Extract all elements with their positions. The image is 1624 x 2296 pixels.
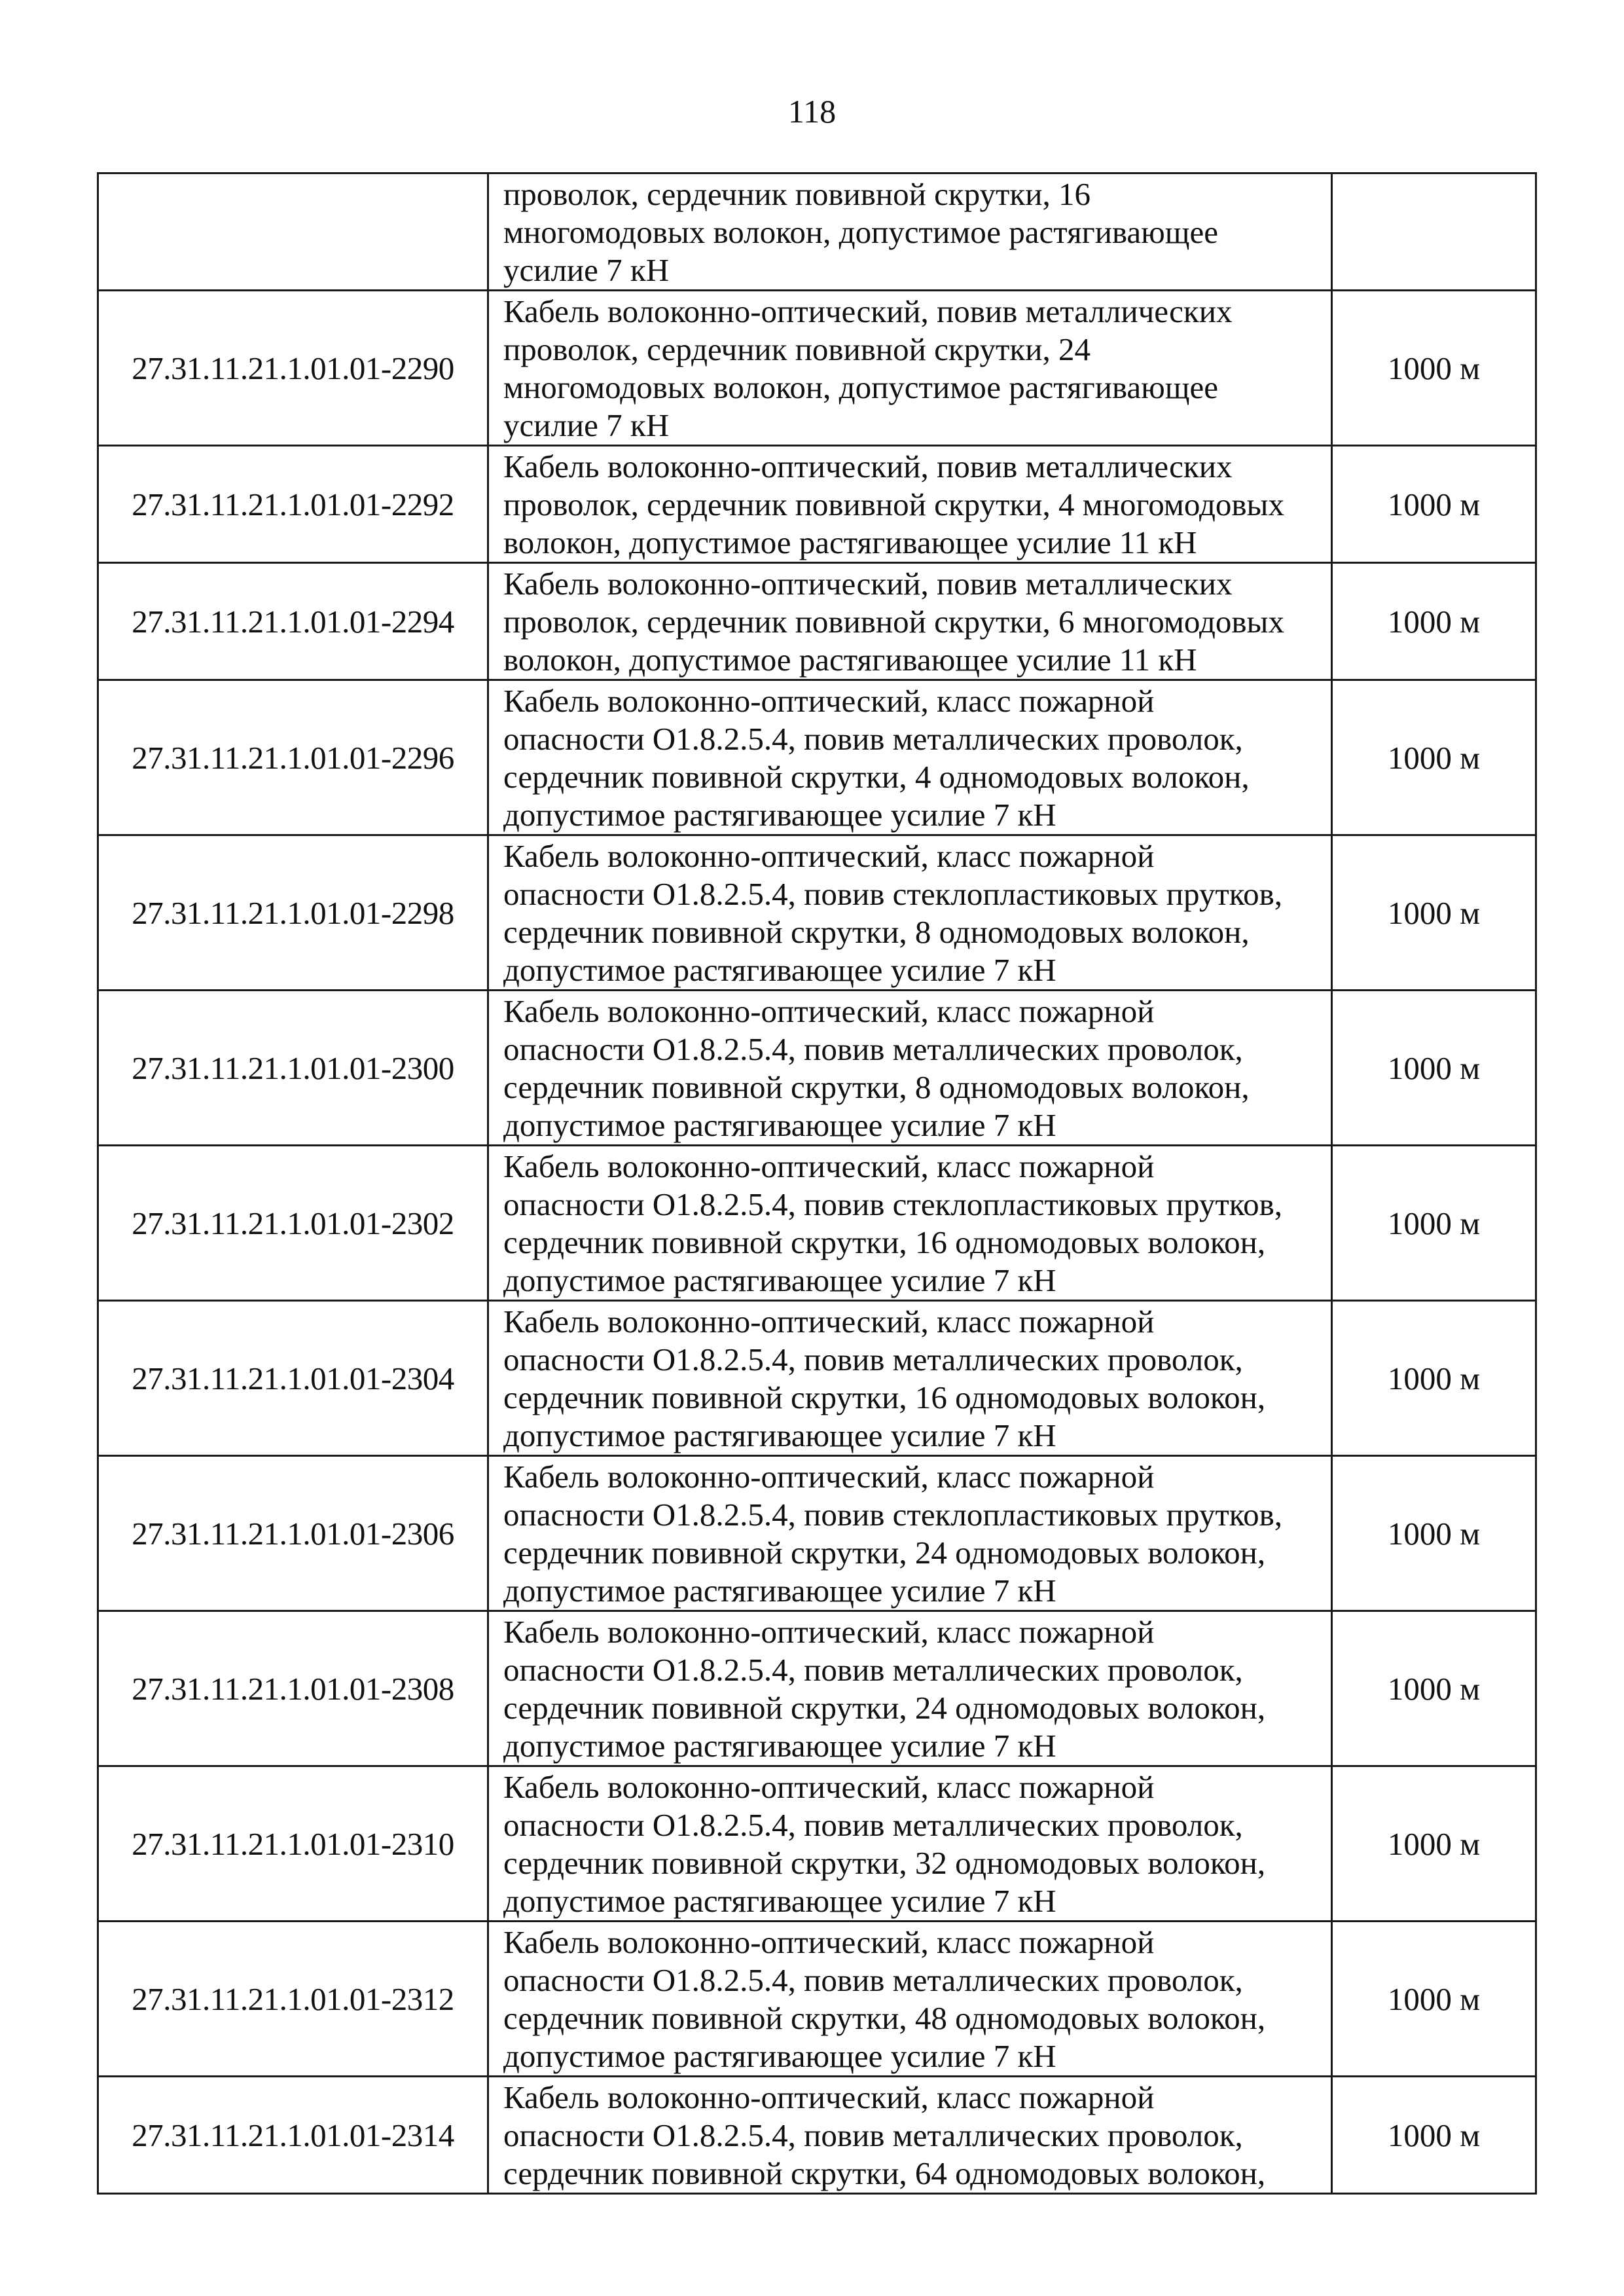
description-line: Кабель волоконно-оптический, повив металлических xyxy=(503,448,1233,484)
description-line: Кабель волоконно-оптический, класс пожарной xyxy=(503,1769,1155,1805)
table-row xyxy=(98,291,1536,446)
description-cell xyxy=(488,1456,1332,1611)
description-line: допустимое растягивающее усилие 7 кН xyxy=(503,1728,1056,1764)
code-cell: 27.31.11.21.1.01.01-2296 xyxy=(98,680,488,835)
table-row xyxy=(98,1146,1536,1301)
description-line: сердечник повивной скрутки, 64 одномодовых волокон, xyxy=(503,2155,1266,2191)
description-line: опасности О1.8.2.5.4, повив стеклопластиковых прутков, xyxy=(503,1497,1282,1533)
code-cell: 27.31.11.21.1.01.01-2302 xyxy=(98,1146,488,1301)
unit-cell: 1000 м xyxy=(1332,1766,1536,1922)
unit-cell: 1000 м xyxy=(1332,291,1536,446)
description-line: опасности О1.8.2.5.4, повив стеклопластиковых прутков, xyxy=(503,876,1282,912)
table-row xyxy=(98,173,1536,291)
table-row xyxy=(98,1611,1536,1766)
description-line: опасности О1.8.2.5.4, повив металлических проволок, xyxy=(503,721,1243,757)
code-cell: 27.31.11.21.1.01.01-2304 xyxy=(98,1301,488,1456)
code-cell: 27.31.11.21.1.01.01-2298 xyxy=(98,835,488,991)
code-cell xyxy=(98,173,488,291)
description-line: Кабель волоконно-оптический, повив металлических xyxy=(503,293,1233,329)
description-line: опасности О1.8.2.5.4, повив металлических проволок, xyxy=(503,1341,1243,1377)
description-line: Кабель волоконно-оптический, класс пожарной xyxy=(503,1303,1155,1339)
description-line: проволок, сердечник повивной скрутки, 16 xyxy=(503,176,1091,212)
unit-cell: 1000 м xyxy=(1332,680,1536,835)
code-cell: 27.31.11.21.1.01.01-2292 xyxy=(98,446,488,563)
description-line: опасности О1.8.2.5.4, повив металлических проволок, xyxy=(503,2117,1243,2153)
code-cell: 27.31.11.21.1.01.01-2306 xyxy=(98,1456,488,1611)
description-line: допустимое растягивающее усилие 7 кН xyxy=(503,1417,1056,1453)
code-cell: 27.31.11.21.1.01.01-2312 xyxy=(98,1922,488,2077)
code-cell: 27.31.11.21.1.01.01-2314 xyxy=(98,2077,488,2194)
description-line: допустимое растягивающее усилие 7 кН xyxy=(503,1262,1056,1298)
description-line: Кабель волоконно-оптический, класс пожарной xyxy=(503,2079,1155,2115)
table-row xyxy=(98,991,1536,1146)
table-row xyxy=(98,1456,1536,1611)
description-cell xyxy=(488,991,1332,1146)
description-line: сердечник повивной скрутки, 4 одномодовых волокон, xyxy=(503,759,1250,795)
description-line: опасности О1.8.2.5.4, повив металлических проволок, xyxy=(503,1652,1243,1688)
unit-cell: 1000 м xyxy=(1332,1146,1536,1301)
unit-cell xyxy=(1332,173,1536,291)
description-line: опасности О1.8.2.5.4, повив металлических проволок, xyxy=(503,1031,1243,1067)
description-line: Кабель волоконно-оптический, класс пожарной xyxy=(503,1459,1155,1495)
description-line: усилие 7 кН xyxy=(503,407,670,443)
description-line: сердечник повивной скрутки, 24 одномодовых волокон, xyxy=(503,1535,1266,1571)
description-cell xyxy=(488,291,1332,446)
table-row xyxy=(98,1922,1536,2077)
table-row xyxy=(98,680,1536,835)
description-line: сердечник повивной скрутки, 16 одномодовых волокон, xyxy=(503,1379,1266,1415)
description-line: проволок, сердечник повивной скрутки, 24 xyxy=(503,331,1091,367)
unit-cell: 1000 м xyxy=(1332,1922,1536,2077)
description-line: проволок, сердечник повивной скрутки, 4 многомодовых xyxy=(503,486,1284,522)
code-cell: 27.31.11.21.1.01.01-2300 xyxy=(98,991,488,1146)
description-line: Кабель волоконно-оптический, класс пожарной xyxy=(503,1924,1155,1960)
unit-cell: 1000 м xyxy=(1332,1301,1536,1456)
unit-cell: 1000 м xyxy=(1332,446,1536,563)
description-line: сердечник повивной скрутки, 24 одномодовых волокон, xyxy=(503,1690,1266,1726)
description-cell xyxy=(488,1146,1332,1301)
table-row xyxy=(98,2077,1536,2194)
description-line: Кабель волоконно-оптический, класс пожарной xyxy=(503,1614,1155,1650)
description-line: волокон, допустимое растягивающее усилие 11 кН xyxy=(503,524,1197,560)
description-line: многомодовых волокон, допустимое растягивающее xyxy=(503,369,1218,405)
description-line: Кабель волоконно-оптический, класс пожарной xyxy=(503,838,1155,874)
table-row xyxy=(98,446,1536,563)
description-line: сердечник повивной скрутки, 48 одномодовых волокон, xyxy=(503,2000,1266,2036)
unit-cell: 1000 м xyxy=(1332,2077,1536,2194)
description-cell xyxy=(488,1611,1332,1766)
description-line: допустимое растягивающее усилие 7 кН xyxy=(503,1573,1056,1609)
description-line: допустимое растягивающее усилие 7 кН xyxy=(503,1107,1056,1143)
unit-cell: 1000 м xyxy=(1332,991,1536,1146)
description-line: сердечник повивной скрутки, 32 одномодовых волокон, xyxy=(503,1845,1266,1881)
description-line: Кабель волоконно-оптический, класс пожарной xyxy=(503,1148,1155,1184)
description-line: Кабель волоконно-оптический, класс пожарной xyxy=(503,683,1155,719)
table-row xyxy=(98,1766,1536,1922)
cable-table xyxy=(97,172,1537,2195)
description-cell xyxy=(488,680,1332,835)
description-cell xyxy=(488,835,1332,991)
description-cell xyxy=(488,1922,1332,2077)
description-cell xyxy=(488,173,1332,291)
description-line: опасности О1.8.2.5.4, повив металлических проволок, xyxy=(503,1962,1243,1998)
code-cell: 27.31.11.21.1.01.01-2308 xyxy=(98,1611,488,1766)
unit-cell: 1000 м xyxy=(1332,1456,1536,1611)
table-row xyxy=(98,835,1536,991)
unit-cell: 1000 м xyxy=(1332,563,1536,680)
cable-table-body xyxy=(98,173,1536,2194)
description-line: многомодовых волокон, допустимое растягивающее xyxy=(503,214,1218,250)
description-line: волокон, допустимое растягивающее усилие 11 кН xyxy=(503,642,1197,678)
unit-cell: 1000 м xyxy=(1332,1611,1536,1766)
description-line: допустимое растягивающее усилие 7 кН xyxy=(503,797,1056,833)
description-line: сердечник повивной скрутки, 8 одномодовых волокон, xyxy=(503,1069,1250,1105)
table-row xyxy=(98,1301,1536,1456)
code-cell: 27.31.11.21.1.01.01-2290 xyxy=(98,291,488,446)
description-line: Кабель волоконно-оптический, класс пожарной xyxy=(503,993,1155,1029)
description-cell xyxy=(488,563,1332,680)
description-line: опасности О1.8.2.5.4, повив стеклопластиковых прутков, xyxy=(503,1186,1282,1222)
description-line: Кабель волоконно-оптический, повив металлических xyxy=(503,566,1233,602)
description-line: сердечник повивной скрутки, 8 одномодовых волокон, xyxy=(503,914,1250,950)
description-line: допустимое растягивающее усилие 7 кН xyxy=(503,1883,1056,1919)
description-line: усилие 7 кН xyxy=(503,252,670,288)
description-cell xyxy=(488,1301,1332,1456)
code-cell: 27.31.11.21.1.01.01-2310 xyxy=(98,1766,488,1922)
unit-cell: 1000 м xyxy=(1332,835,1536,991)
page-number: 118 xyxy=(787,93,837,130)
description-cell xyxy=(488,1766,1332,1922)
description-line: опасности О1.8.2.5.4, повив металлических проволок, xyxy=(503,1807,1243,1843)
description-cell xyxy=(488,2077,1332,2194)
code-cell: 27.31.11.21.1.01.01-2294 xyxy=(98,563,488,680)
description-line: сердечник повивной скрутки, 16 одномодовых волокон, xyxy=(503,1224,1266,1260)
description-line: допустимое растягивающее усилие 7 кН xyxy=(503,952,1056,988)
table-row xyxy=(98,563,1536,680)
description-cell xyxy=(488,446,1332,563)
description-line: допустимое растягивающее усилие 7 кН xyxy=(503,2038,1056,2074)
description-line: проволок, сердечник повивной скрутки, 6 многомодовых xyxy=(503,604,1284,640)
